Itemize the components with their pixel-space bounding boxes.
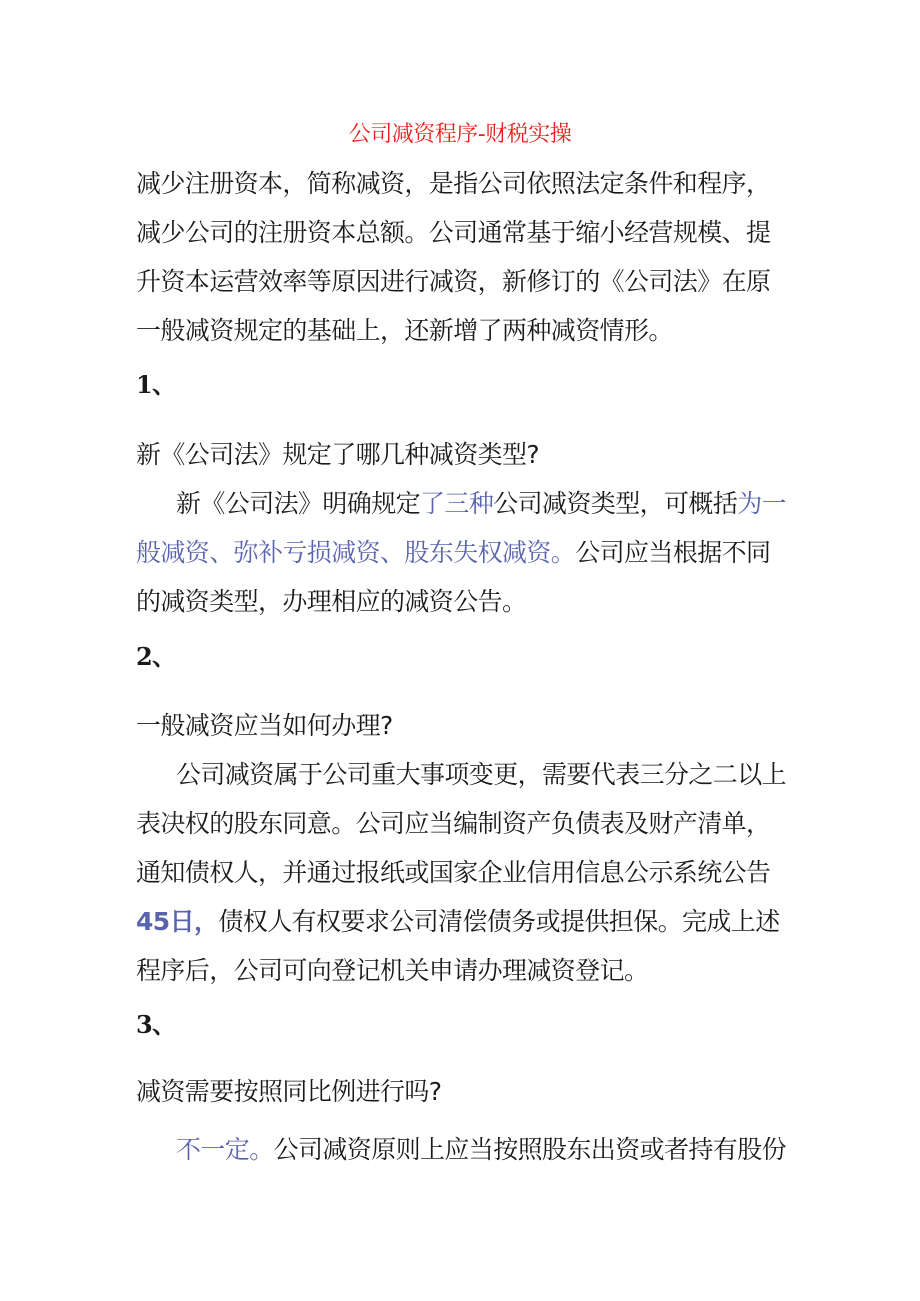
intro-line-3: 升资本运营效率等原因进行减资，新修订的《公司法》在原 xyxy=(136,267,771,296)
answer-text: 公司减资原则上应当按照股东出资或者持有股份 xyxy=(273,1135,787,1164)
answer-highlight: 为一 xyxy=(737,489,787,518)
intro-line-4: 一般减资规定的基础上，还新增了两种减资情形。 xyxy=(136,316,673,345)
answer-highlight: 不一定。 xyxy=(176,1135,274,1164)
section-1-answer-line-2 xyxy=(136,536,770,570)
section-2-number: 2、 xyxy=(136,642,176,671)
section-1-question: 新《公司法》规定了哪几种减资类型? xyxy=(136,440,540,469)
answer-text: 新《公司法》明确规定 xyxy=(176,489,421,518)
section-2-answer-line-1: 公司减资属于公司重大事项变更，需要代表三分之二以上 xyxy=(176,760,787,789)
section-2-answer-line-3: 通知债权人，并通过报纸或国家企业信用信息公示系统公告 xyxy=(136,858,771,887)
section-2-answer-line-4 xyxy=(136,905,780,939)
section-2-answer-line-5: 程序后，公司可向登记机关申请办理减资登记。 xyxy=(136,956,649,985)
section-2-question: 一般减资应当如何办理? xyxy=(136,711,393,740)
intro-line-1: 减少注册资本，简称减资，是指公司依照法定条件和程序， xyxy=(136,169,771,198)
answer-highlight: 般减资、弥补亏损减资、股东失权减资。 xyxy=(136,538,576,567)
section-3-question: 减资需要按照同比例进行吗? xyxy=(136,1077,442,1106)
section-3-number: 3、 xyxy=(136,1010,176,1039)
intro-line-2: 减少公司的注册资本总额。公司通常基于缩小经营规模、提 xyxy=(136,218,771,247)
section-1-answer-line-1 xyxy=(176,487,786,521)
answer-highlight: 45日， xyxy=(136,907,219,936)
answer-text: 公司应当根据不同 xyxy=(575,538,771,567)
answer-text: 公司减资类型，可概括 xyxy=(493,489,738,518)
answer-highlight: 了三种 xyxy=(420,489,494,518)
document-title: 公司减资程序-财税实操 xyxy=(348,122,572,147)
answer-text: 债权人有权要求公司清偿债务或提供担保。完成上述 xyxy=(218,907,780,936)
section-3-answer-line-1 xyxy=(176,1133,786,1167)
section-2-answer-line-2: 表决权的股东同意。公司应当编制资产负债表及财产清单， xyxy=(136,809,771,838)
section-1-number: 1、 xyxy=(136,370,176,399)
section-1-answer-line-3: 的减资类型，办理相应的减资公告。 xyxy=(136,587,527,616)
